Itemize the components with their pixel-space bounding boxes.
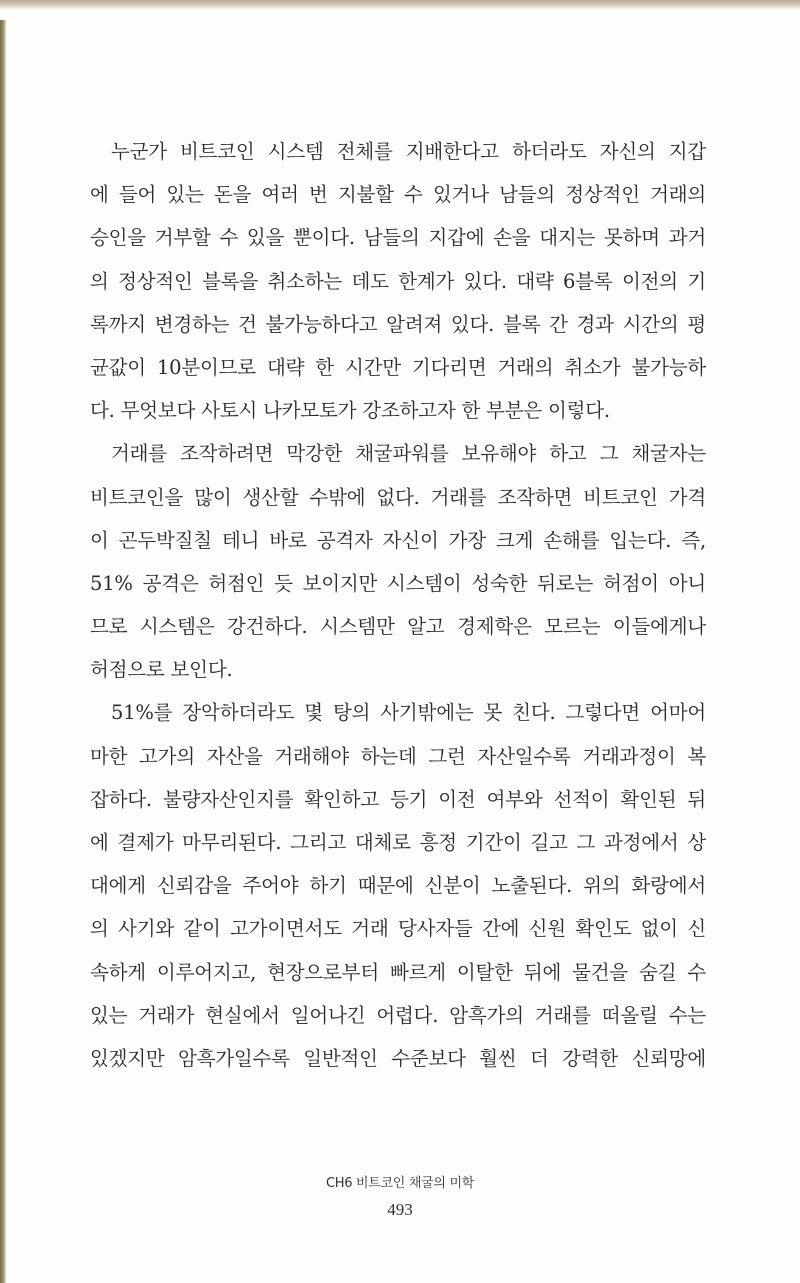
text-line: 있는 거래가 현실에서 일어나긴 어렵다. 암흑가의 거래를 떠올릴 수는 xyxy=(90,1003,706,1027)
text-line: 승인을 거부할 수 있을 뿐이다. 남들의 지갑에 손을 대지는 못하며 과거 xyxy=(90,226,706,250)
text-line: 므로 시스템은 강건하다. 시스템만 알고 경제학은 모르는 이들에게나 xyxy=(90,615,706,639)
text-line: 51% 공격은 허점인 듯 보이지만 시스템이 성숙한 뒤로는 허점이 아니 xyxy=(90,571,706,595)
text-line: 누군가 비트코인 시스템 전체를 지배한다고 하더라도 자신의 지갑 xyxy=(111,140,706,163)
text-line: 잡하다. 불량자산인지를 확인하고 등기 이전 여부와 선적이 확인된 뒤 xyxy=(90,787,706,811)
text-line: 의 사기와 같이 고가이면서도 거래 당사자들 간에 신원 확인도 없이 신 xyxy=(90,917,706,941)
text-line: 에 들어 있는 돈을 여러 번 지불할 수 있거나 남들의 정상적인 거래의 xyxy=(90,183,706,207)
text-line: 거래를 조작하려면 막강한 채굴파워를 보유해야 하고 그 채굴자는 xyxy=(111,442,706,466)
running-footer-chapter: CH6 비트코인 채굴의 미학 xyxy=(325,1176,475,1191)
text-line: 허점으로 보인다. xyxy=(90,658,233,682)
text-line: 에 결제가 마무리된다. 그리고 대체로 흥정 기간이 길고 그 과정에서 상 xyxy=(90,831,706,854)
page-spine-edge xyxy=(0,20,6,1283)
text-line: 마한 고가의 자산을 거래해야 하는데 그런 자산일수록 거래과정이 복 xyxy=(90,744,706,768)
text-line: 대에게 신뢰감을 주어야 하기 때문에 신분이 노출된다. 위의 화랑에서 xyxy=(90,874,706,898)
text-line: 록까지 변경하는 건 불가능하다고 알려져 있다. 블록 간 경과 시간의 평 xyxy=(90,312,706,336)
text-line: 속하게 이루어지고, 현장으로부터 빠르게 이탈한 뒤에 물건을 숨길 수 xyxy=(90,960,706,984)
text-line: 비트코인을 많이 생산할 수밖에 없다. 거래를 조작하면 비트코인 가격 xyxy=(90,485,706,509)
text-line: 균값이 10분이므로 대략 한 시간만 기다리면 거래의 취소가 불가능하 xyxy=(90,355,706,379)
text-line: 있겠지만 암흑가일수록 일반적인 수준보다 훨씬 더 강력한 신뢰망에 xyxy=(90,1046,706,1070)
text-line: 51%를 장악하더라도 몇 탕의 사기밖에는 못 친다. 그렇다면 어마어 xyxy=(111,701,706,725)
page-top-edge xyxy=(0,0,800,10)
text-line: 다. 무엇보다 사토시 나카모토가 강조하고자 한 부분은 이렇다. xyxy=(90,399,610,423)
page-number: 493 xyxy=(387,1200,413,1219)
text-line: 이 곤두박질칠 테니 바로 공격자 자신이 가장 크게 손해를 입는다. 즉, xyxy=(90,528,706,552)
text-line: 의 정상적인 블록을 취소하는 데도 한계가 있다. 대략 6블록 이전의 기 xyxy=(90,269,706,293)
body-text xyxy=(90,130,706,1080)
